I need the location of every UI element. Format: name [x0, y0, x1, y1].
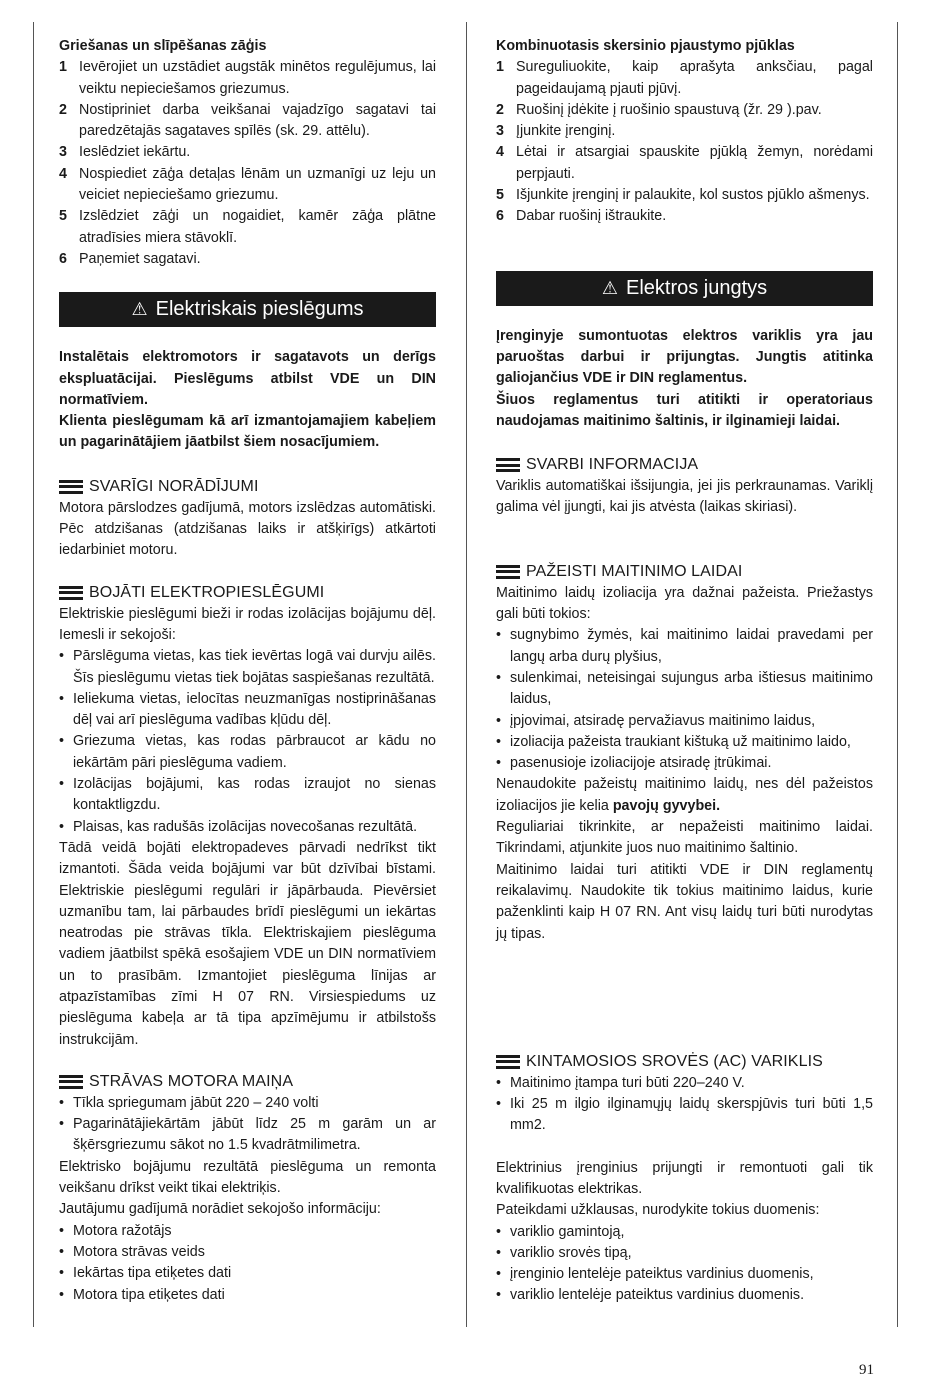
right-section-banner [496, 271, 873, 306]
list-item: • variklio gamintoją, [496, 1222, 873, 1243]
list-item: 5 Izslēdziet zāģi un nogaidiet, kamēr zāģa plātne atradīsies miera stāvoklī. [59, 208, 436, 246]
left-damaged-text: Tādā veidā bojāti elektropadeves pārvadi nedrīkst tikt izmantoti. Šāda veida bojājumi var būt dzīvībai bīstami. Elektriskie pieslēgumi regulāri ir jāpārbauda. Pievērsiet uzmanību tam, lai pārbaudes brīdī pieslēgumi un iekārtas neatrodas pie strāvas tīkla. Elektriskajiem pieslēguma vadiem jāatbilst spēkā esošajiem VDE un DIN normatīviem un to prasībām. Izmantojiet pieslēguma līnijas ar atpazīstamības zīmi H 07 RN. Virsiespiedums uz pieslēguma kabeļa ar tā tipa apzīmējumu ir atbilstošs instrukcijām. [59, 839, 436, 1048]
right-damaged-intro: Maitinimo laidų izoliacija yra dažnai pažeista. Priežastys gali būti tokios: [496, 584, 873, 623]
list-item: 4 Nospiediet zāģa detaļas lēnām un uzmanīgi uz leju un veiciet nepieciešamo griezumu. [59, 165, 436, 204]
left-intro-1: Instalētais elektromotors ir sagatavots un derīgs ekspluatācijai. Pieslēgums atbilst VDE un DIN normatīviem. [59, 349, 436, 408]
list-item: • sulenkimai, neteisingai sujungus arba ištiesus maitinimo laidus, [496, 668, 873, 711]
list-item: 6 Dabar ruošinį ištraukite. [496, 208, 667, 225]
list-item: • Motora ražotājs [59, 1221, 436, 1242]
list-item: 6 Paņemiet sagatavi. [59, 250, 201, 267]
list-item: • izoliacija pažeista traukiant kištuką už maitinimo laido, [496, 732, 873, 753]
left-motor-text-1: Elektrisko bojājumu rezultātā pieslēguma un remonta veikšanu drīkst veikt tikai elektriķis. [59, 1158, 436, 1197]
list-item: • Plaisas, kas radušās izolācijas novecošanas rezultātā. [59, 817, 436, 838]
left-notes-text: Motora pārslodzes gadījumā, motors izslēdzas automātiski. Pēc atdzišanas (atdzišanas laiks ir atšķirīgs) atkārtoti iedarbiniet motoru. [59, 499, 436, 559]
right-notes-heading: SVARBI INFORMACIJA [496, 454, 873, 476]
left-motor-info-list [59, 1221, 436, 1306]
left-cut-steps [59, 57, 436, 270]
list-item: • Pārslēguma vietas, kas tiek ievērtas logā vai durvju ailēs. Šīs pieslēgumu vietas tiek bojātas saspiešanas rezultātā. [59, 646, 436, 689]
list-item: 1 Ievērojiet un uzstādiet augstāk minētos regulējumus, lai veiktu nepieciešamos griezumus. [59, 59, 436, 97]
list-item: 3 Ieslēdziet iekārtu. [59, 144, 191, 161]
list-item: 2 Ruošinį įdėkite į ruošinio spaustuvą (žr. 29 ).pav. [496, 101, 822, 118]
right-intro-2: Šiuos reglamentus turi atitikti ir operatoriaus naudojamas maitinimo šaltinis, ir ilginamieji laidai. [496, 391, 873, 429]
menu-lines-icon [496, 565, 520, 579]
list-item: • variklio srovės tipą, [496, 1243, 873, 1264]
list-item: • Tīkla spriegumam jābūt 220 – 240 volti [59, 1093, 436, 1114]
right-damaged-list [496, 625, 873, 774]
right-notes-text: Variklis automatiškai išsijungia, jei jis perkraunamas. Variklį galima vėl įjungti, kai jis atvėsta (laikas skiriasi). [496, 478, 873, 516]
left-notes-heading: SVARĪGI NORĀDĪJUMI [59, 476, 436, 498]
list-item: 4 Lėtai ir atsargiai spauskite pjūklą žemyn, norėdami perpjauti. [496, 144, 873, 182]
left-motor-text-2: Jautājumu gadījumā norādiet sekojošo informāciju: [59, 1201, 381, 1218]
left-damaged-intro: Elektriskie pieslēgumi bieži ir rodas izolācijas bojājumu dēļ. Iemesli ir sekojoši: [59, 605, 436, 643]
right-motor-text-1: Elektrinius įrenginius prijungti ir remontuoti gali tik kvalifikuotas elektrikas. [496, 1159, 873, 1197]
list-item: • pasenusioje izoliacijoje atsiradę įtrūkimai. [496, 753, 873, 774]
right-motor-list [496, 1073, 873, 1137]
warning-icon: ⚠ [601, 277, 618, 298]
right-cut-title: Kombinuotasis skersinio pjaustymo pjūklas [496, 38, 795, 54]
right-motor-text-2: Pateikdami užklausas, nurodykite tokius duomenis: [496, 1202, 820, 1219]
danger-emphasis: pavojų gyvybei. [612, 797, 721, 814]
right-margin-rule [897, 22, 898, 1327]
list-item: • Iki 25 m ilgio ilginamųjų laidų skerspjūvis turi būti 1,5 mm2. [496, 1094, 873, 1137]
list-item: • Motora strāvas veids [59, 1242, 436, 1263]
right-column [496, 36, 873, 1307]
right-damaged-text-b: Reguliariai tikrinkite, ar nepažeisti maitinimo laidai. Tikrindami, atjunkite juos nuo maitinimo šaltinio. [496, 819, 873, 857]
menu-lines-icon [496, 1055, 520, 1069]
menu-lines-icon [59, 480, 83, 494]
list-item: • Pagarinātājiekārtām jābūt līdz 25 m garām un ar šķērsgriezumu sākot no 1.5 kvadrātmilimetra. [59, 1114, 436, 1157]
list-item: 1 Sureguliuokite, kaip aprašyta anksčiau, pagal pageidaujamą pjauti pjūvį. [496, 59, 873, 97]
list-item: 3 Įjunkite įrenginį. [496, 123, 616, 140]
banner-title: Elektros jungtys [625, 276, 768, 299]
left-damaged-list [59, 646, 436, 838]
list-item: • Ieliekuma vietas, ielocītas neuzmanīgas nostiprināšanas dēļ vai arī pieslēguma vadības kļūdu dēļ. [59, 689, 436, 732]
left-intro-2: Klienta pieslēgumam kā arī izmantojamajiem kabeļiem un pagarinātājiem jāatbilst šiem nosacījumiem. [59, 413, 436, 451]
list-item: • įrenginio lentelėje pateiktus vardinius duomenis, [496, 1264, 873, 1285]
list-item: • Maitinimo įtampa turi būti 220–240 V. [496, 1073, 873, 1094]
right-motor-heading: KINTAMOSIOS SROVĖS (AC) VARIKLIS [496, 1051, 873, 1073]
list-item: • Motora tipa etiķetes dati [59, 1285, 436, 1306]
list-item: 2 Nostipriniet darba veikšanai vajadzīgo sagatavi tai paredzētajās sagataves spīlēs (sk. 29. attēlu). [59, 101, 436, 140]
right-damaged-text-a: Nenaudokite pažeistų maitinimo laidų, nes dėl pažeistos izoliacijos jie kelia pavojų gyvybei. [496, 776, 873, 814]
menu-lines-icon [496, 458, 520, 472]
right-motor-info-list [496, 1222, 873, 1307]
warning-icon: ⚠ [131, 299, 148, 320]
center-column-rule [466, 22, 467, 1327]
list-item: 5 Išjunkite įrenginį ir palaukite, kol sustos pjūklo ašmenys. [496, 187, 870, 204]
left-margin-rule [33, 22, 34, 1327]
list-item: • Griezuma vietas, kas rodas pārbraucot ar kādu no iekārtām pāri pieslēguma vadiem. [59, 731, 436, 774]
page-number: 91 [859, 1362, 874, 1378]
right-cut-steps [496, 57, 873, 227]
left-motor-heading: STRĀVAS MOTORA MAIŅA [59, 1071, 436, 1093]
right-damaged-heading: PAŽEISTI MAITINIMO LAIDAI [496, 561, 873, 583]
left-cut-title: Griešanas un slīpēšanas zāģis [59, 38, 267, 54]
list-item: • Iekārtas tipa etiķetes dati [59, 1263, 436, 1284]
left-column [59, 36, 436, 1306]
banner-title: Elektriskais pieslēgums [155, 298, 364, 321]
left-motor-list [59, 1093, 436, 1157]
right-intro-1: Įrenginyje sumontuotas elektros variklis yra jau paruoštas darbui ir prijungtas. Jungtis atitinka galiojančius VDE ir DIN reglamentus. [496, 327, 873, 387]
right-damaged-text-c: Maitinimo laidai turi atitikti VDE ir DIN reglamentų reikalavimų. Naudokite tik tokius maitinimo laidus, kurie paženklinti kaip H 07 RN. Ant visų laidų turi būti nurodytas jų tipas. [496, 861, 873, 942]
list-item: • įpjovimai, atsiradę pervažiavus maitinimo laidus, [496, 711, 873, 732]
left-damaged-heading: BOJĀTI ELEKTROPIESLĒGUMI [59, 582, 436, 604]
left-section-banner [59, 292, 436, 327]
list-item: • Izolācijas bojājumi, kas rodas izraujot no sienas kontaktligzdu. [59, 774, 436, 817]
list-item: • variklio lentelėje pateiktus vardinius duomenis. [496, 1285, 873, 1306]
list-item: • sugnybimo žymės, kai maitinimo laidai pravedami per langų arba durų plyšius, [496, 625, 873, 668]
menu-lines-icon [59, 586, 83, 600]
menu-lines-icon [59, 1075, 83, 1089]
